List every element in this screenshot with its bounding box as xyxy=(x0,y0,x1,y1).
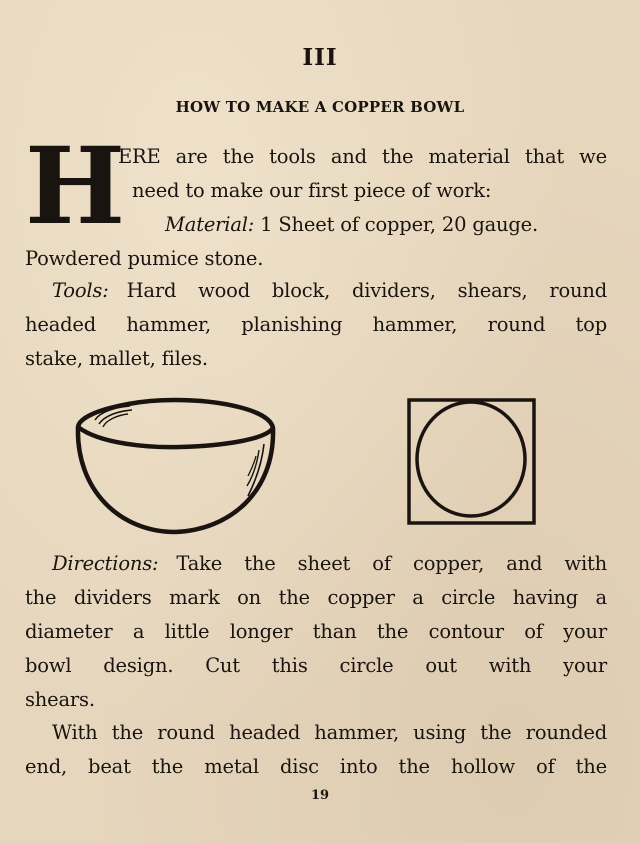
directions-line-1 xyxy=(25,547,607,581)
chapter-title: HOW TO MAKE A COPPER BOWL xyxy=(175,98,465,116)
directions-line-4: bowl design. Cut this circle out with your xyxy=(25,654,607,677)
page-number: 19 xyxy=(310,788,330,803)
tools-label: Tools: xyxy=(52,279,109,302)
material-paragraph xyxy=(25,208,607,276)
material-line-2: Powdered pumice stone. xyxy=(25,247,264,270)
material-label: Material: xyxy=(165,213,255,236)
tools-paragraph xyxy=(25,274,607,376)
hammer-paragraph xyxy=(25,716,607,784)
directions-line-3: diameter a little longer than the contour of your xyxy=(25,620,607,643)
hammer-line-1: With the round headed hammer, using the rounded xyxy=(52,721,607,744)
directions-line-2: the dividers mark on the copper a circle having a xyxy=(25,586,607,609)
tools-text-1: Hard wood block, dividers, shears, round xyxy=(126,279,607,302)
material-text: 1 Sheet of copper, 20 gauge. xyxy=(260,213,539,236)
directions-text-1: Take the sheet of copper, and with xyxy=(176,552,607,575)
illustrations xyxy=(70,392,550,532)
intro-line-2: need to make our first piece of work: xyxy=(132,179,492,202)
directions-paragraph xyxy=(25,547,607,717)
intro-paragraph xyxy=(118,140,607,208)
hammer-line-2: end, beat the metal disc into the hollow of the xyxy=(25,755,607,778)
tools-line-1 xyxy=(25,274,607,308)
copper-bowl-drawing xyxy=(70,392,280,537)
drop-cap: H xyxy=(25,123,126,248)
chapter-number: III xyxy=(302,44,338,71)
tools-line-3: stake, mallet, files. xyxy=(25,347,208,370)
directions-line-5: shears. xyxy=(25,688,95,711)
directions-label: Directions: xyxy=(52,552,159,575)
circle-in-square-drawing xyxy=(405,396,540,528)
material-line-1 xyxy=(25,208,607,242)
tools-line-2: headed hammer, planishing hammer, round top xyxy=(25,313,607,336)
intro-line-1: ERE are the tools and the material that we xyxy=(118,145,607,168)
